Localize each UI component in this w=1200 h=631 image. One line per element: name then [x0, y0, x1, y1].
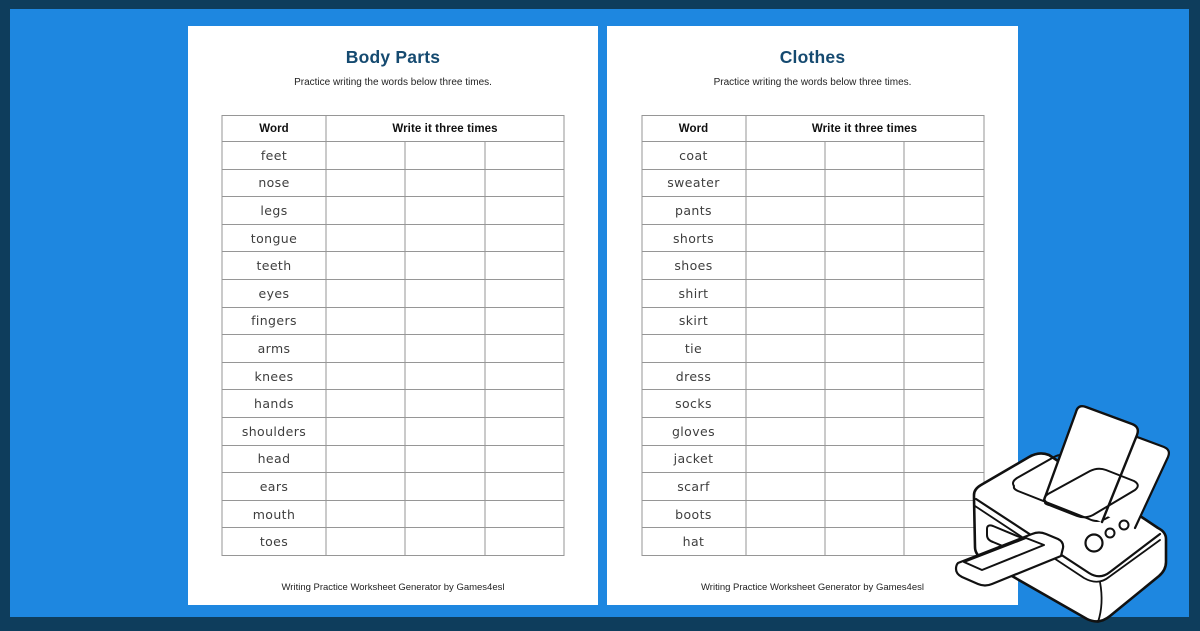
- practice-cell: [746, 307, 825, 335]
- practice-cell: [825, 279, 904, 307]
- practice-cell: [326, 307, 405, 335]
- practice-cell: [746, 362, 825, 390]
- practice-cell: [485, 362, 564, 390]
- table-row: [642, 335, 984, 363]
- practice-cell: [405, 362, 484, 390]
- table-row: [642, 224, 984, 252]
- practice-cell: [746, 473, 825, 501]
- table-header-row: [222, 116, 564, 142]
- power-button: [1086, 535, 1103, 552]
- practice-cell: [825, 417, 904, 445]
- word-cell: nose: [222, 169, 326, 197]
- table-row: [642, 445, 984, 473]
- practice-cell: [825, 390, 904, 418]
- practice-cell: [485, 528, 564, 556]
- practice-cell: [825, 224, 904, 252]
- word-column-header: Word: [222, 116, 326, 142]
- table-row: [222, 417, 564, 445]
- practice-table: [641, 115, 984, 556]
- page-title: Body Parts: [345, 47, 441, 67]
- practice-cell: [405, 169, 484, 197]
- practice-cell: [746, 197, 825, 225]
- practice-cell: [485, 417, 564, 445]
- word-cell: legs: [222, 197, 326, 225]
- practice-cell: [485, 197, 564, 225]
- practice-cell: [485, 307, 564, 335]
- practice-cell: [326, 335, 405, 363]
- word-cell: coat: [642, 142, 746, 170]
- practice-cell: [326, 197, 405, 225]
- table-row: [642, 500, 984, 528]
- page-footer: Writing Practice Worksheet Generator by Games4esl: [281, 582, 505, 593]
- table-row: [222, 445, 564, 473]
- word-cell: head: [222, 445, 326, 473]
- table-row: [222, 279, 564, 307]
- practice-cell: [326, 390, 405, 418]
- word-cell: arms: [222, 335, 326, 363]
- practice-cell: [326, 445, 405, 473]
- word-cell: pants: [642, 197, 746, 225]
- table-row: [642, 279, 984, 307]
- practice-cell: [825, 142, 904, 170]
- practice-cell: [485, 169, 564, 197]
- practice-cell: [825, 197, 904, 225]
- word-column-header: Word: [642, 116, 746, 142]
- word-cell: tongue: [222, 224, 326, 252]
- word-cell: sweater: [642, 169, 746, 197]
- practice-cell: [825, 445, 904, 473]
- practice-cell: [746, 224, 825, 252]
- table-row: [642, 307, 984, 335]
- table-row: [642, 473, 984, 501]
- word-cell: boots: [642, 500, 746, 528]
- practice-cell: [746, 445, 825, 473]
- word-cell: gloves: [642, 417, 746, 445]
- practice-cell: [405, 279, 484, 307]
- page-subtitle: Practice writing the words below three times.: [713, 77, 912, 88]
- table-row: [642, 417, 984, 445]
- practice-cell: [485, 335, 564, 363]
- practice-column-header: Write it three times: [746, 116, 984, 142]
- practice-cell: [825, 500, 904, 528]
- practice-cell: [405, 197, 484, 225]
- practice-cell: [405, 142, 484, 170]
- table-row: [642, 528, 984, 556]
- table-row: [222, 224, 564, 252]
- practice-cell: [326, 500, 405, 528]
- printer-illustration: [948, 386, 1183, 631]
- word-cell: feet: [222, 142, 326, 170]
- practice-table: [222, 115, 565, 556]
- practice-cell: [746, 252, 825, 280]
- word-cell: dress: [642, 362, 746, 390]
- table-row: [642, 390, 984, 418]
- practice-cell: [825, 169, 904, 197]
- word-cell: skirt: [642, 307, 746, 335]
- table-row: [642, 197, 984, 225]
- practice-cell: [326, 279, 405, 307]
- practice-cell: [904, 224, 983, 252]
- practice-cell: [485, 142, 564, 170]
- practice-cell: [485, 500, 564, 528]
- practice-cell: [904, 142, 983, 170]
- table-row: [222, 252, 564, 280]
- practice-cell: [485, 445, 564, 473]
- table-row: [642, 362, 984, 390]
- table-header-row: [642, 116, 984, 142]
- practice-cell: [405, 335, 484, 363]
- word-cell: ears: [222, 473, 326, 501]
- word-cell: shirt: [642, 279, 746, 307]
- word-cell: jacket: [642, 445, 746, 473]
- practice-cell: [904, 279, 983, 307]
- practice-cell: [746, 417, 825, 445]
- table-row: [222, 197, 564, 225]
- practice-cell: [326, 142, 405, 170]
- practice-cell: [825, 252, 904, 280]
- table-row: [222, 390, 564, 418]
- practice-cell: [825, 335, 904, 363]
- word-cell: toes: [222, 528, 326, 556]
- page-footer: Writing Practice Worksheet Generator by Games4esl: [701, 582, 924, 593]
- page-subtitle: Practice writing the words below three times.: [294, 77, 492, 88]
- practice-cell: [326, 252, 405, 280]
- table-row: [222, 335, 564, 363]
- practice-cell: [825, 528, 904, 556]
- practice-cell: [904, 335, 983, 363]
- word-cell: tie: [642, 335, 746, 363]
- practice-cell: [746, 528, 825, 556]
- word-cell: shoulders: [222, 417, 326, 445]
- practice-cell: [746, 390, 825, 418]
- table-row: [222, 528, 564, 556]
- table-row: [222, 500, 564, 528]
- word-cell: knees: [222, 362, 326, 390]
- word-cell: shorts: [642, 224, 746, 252]
- table-row: [642, 169, 984, 197]
- small-button: [1120, 521, 1129, 530]
- practice-cell: [485, 224, 564, 252]
- practice-cell: [405, 224, 484, 252]
- table-row: [222, 169, 564, 197]
- practice-cell: [746, 279, 825, 307]
- word-cell: scarf: [642, 473, 746, 501]
- practice-cell: [746, 500, 825, 528]
- practice-cell: [904, 197, 983, 225]
- practice-cell: [746, 169, 825, 197]
- practice-cell: [485, 473, 564, 501]
- practice-cell: [405, 500, 484, 528]
- practice-cell: [405, 390, 484, 418]
- table-row: [222, 307, 564, 335]
- table-row: [222, 473, 564, 501]
- practice-cell: [485, 390, 564, 418]
- practice-cell: [326, 528, 405, 556]
- practice-cell: [326, 362, 405, 390]
- practice-cell: [326, 417, 405, 445]
- table-row: [642, 252, 984, 280]
- practice-cell: [825, 307, 904, 335]
- printer-icon: [948, 386, 1183, 631]
- practice-cell: [326, 224, 405, 252]
- word-cell: hat: [642, 528, 746, 556]
- practice-cell: [904, 307, 983, 335]
- practice-cell: [405, 417, 484, 445]
- practice-cell: [904, 169, 983, 197]
- practice-cell: [746, 335, 825, 363]
- practice-column-header: Write it three times: [326, 116, 564, 142]
- practice-cell: [746, 142, 825, 170]
- word-cell: mouth: [222, 500, 326, 528]
- practice-cell: [405, 528, 484, 556]
- word-cell: fingers: [222, 307, 326, 335]
- practice-cell: [825, 362, 904, 390]
- practice-cell: [485, 252, 564, 280]
- table-row: [642, 142, 984, 170]
- practice-cell: [405, 252, 484, 280]
- practice-cell: [326, 169, 405, 197]
- practice-cell: [405, 473, 484, 501]
- word-cell: shoes: [642, 252, 746, 280]
- small-button: [1106, 529, 1115, 538]
- table-row: [222, 362, 564, 390]
- practice-cell: [485, 279, 564, 307]
- practice-cell: [904, 252, 983, 280]
- practice-cell: [326, 473, 405, 501]
- word-cell: teeth: [222, 252, 326, 280]
- page-title: Clothes: [779, 47, 846, 67]
- practice-cell: [405, 445, 484, 473]
- practice-cell: [825, 473, 904, 501]
- word-cell: socks: [642, 390, 746, 418]
- word-cell: hands: [222, 390, 326, 418]
- practice-cell: [405, 307, 484, 335]
- word-cell: eyes: [222, 279, 326, 307]
- table-row: [222, 142, 564, 170]
- worksheet-page-body-parts: [188, 26, 598, 605]
